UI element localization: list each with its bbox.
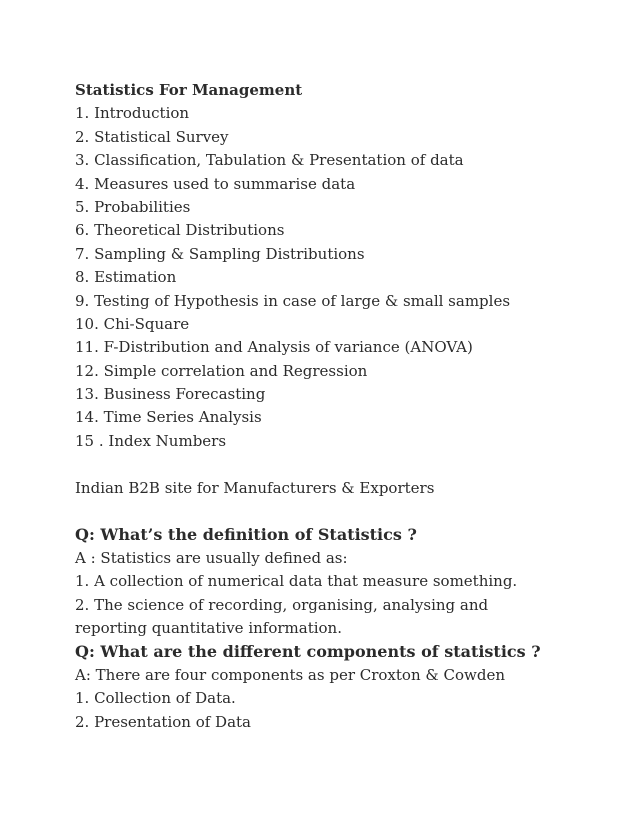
toc-item: 6. Theoretical Distributions [75,221,285,240]
table-of-contents [75,102,605,453]
spacer [75,453,605,476]
answer-line: 1. A collection of numerical data that measure something. [75,572,518,591]
toc-item: 8. Estimation [75,268,177,287]
toc-item: 3. Classification, Tabulation & Presentation of data [75,151,464,170]
toc-item: 10. Chi-Square [75,314,190,333]
qa-block [75,523,605,640]
document-heading: Statistics For Management [75,81,303,99]
question-heading: Q: What’s the definition of Statistics ? [75,525,417,545]
toc-item: 7. Sampling & Sampling Distributions [75,244,365,263]
question-heading: Q: What are the different components of statistics ? [75,642,541,662]
toc-item: 5. Probabilities [75,197,191,216]
toc-item: 9. Testing of Hypothesis in case of large & small samples [75,291,511,310]
answer-line: 2. The science of recording, organising, analysing and reporting quantitative information. [75,595,489,637]
spacer [75,500,605,523]
toc-item: 4. Measures used to summarise data [75,174,356,193]
qa-block [75,640,605,734]
document-page [75,79,605,734]
toc-item: 12. Simple correlation and Regression [75,361,368,380]
site-note: Indian B2B site for Manufacturers & Exporters [75,478,435,497]
toc-item: 14. Time Series Analysis [75,408,262,427]
toc-item: 11. F-Distribution and Analysis of variance (ANOVA) [75,338,473,357]
answer-line: A : Statistics are usually defined as: [75,548,348,567]
toc-item: 1. Introduction [75,104,190,123]
answer-line: 1. Collection of Data. [75,689,236,708]
toc-item: 15 . Index Numbers [75,431,227,450]
toc-item: 13. Business Forecasting [75,385,266,404]
toc-item: 2. Statistical Survey [75,127,229,146]
answer-line: 2. Presentation of Data [75,712,252,731]
answer-line: A: There are four components as per Croxton & Cowden [75,665,505,684]
